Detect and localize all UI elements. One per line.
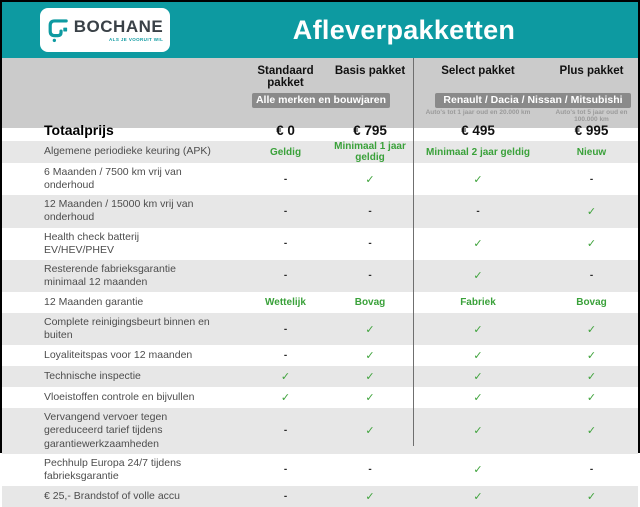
cell-standaard: ✓ — [280, 392, 291, 405]
total-price-row — [2, 122, 638, 138]
bochane-logo — [40, 8, 170, 52]
cell-basis: ✓ — [365, 371, 375, 384]
cell-plus: ✓ — [586, 350, 597, 363]
cell-standaard: - — [283, 464, 288, 476]
column-header-band — [2, 58, 638, 138]
cell-select: ✓ — [473, 270, 483, 283]
table-row — [2, 345, 638, 366]
cell-plus: - — [589, 270, 594, 282]
cell-plus: Nieuw — [576, 146, 607, 158]
cell-plus: ✓ — [586, 490, 597, 503]
cell-basis: ✓ — [365, 323, 375, 336]
feature-table — [2, 141, 638, 507]
plus-pakket-subtitle: Auto's tot 5 jaar oud en 100.000 km — [555, 109, 628, 123]
cell-standaard: ✓ — [280, 371, 291, 384]
cell-plus: ✓ — [586, 238, 597, 251]
feature-label: 12 Maanden / 15000 km vrij van onderhoud — [44, 198, 194, 224]
cell-standaard: - — [283, 490, 288, 502]
brand-tagline: ALS JE VOORUIT WIL — [109, 37, 164, 42]
feature-label: 6 Maanden / 7500 km vrij van onderhoud — [44, 166, 182, 192]
table-row — [2, 195, 638, 227]
cell-plus: ✓ — [586, 323, 597, 336]
cell-standaard: - — [283, 205, 288, 217]
cell-standaard: - — [283, 238, 288, 250]
brand-name: BOCHANE — [73, 17, 164, 36]
feature-label: Resterende fabrieksgarantie minimaal 12 maanden — [44, 262, 176, 288]
cell-standaard: Wettelijk — [265, 297, 306, 308]
select-pakket-subtitle: Auto's tot 1 jaar oud en 20.000 km — [425, 109, 531, 116]
cell-plus: ✓ — [586, 205, 597, 218]
price-standaard: € 0 — [276, 122, 295, 138]
cell-basis: ✓ — [365, 425, 375, 438]
price-basis: € 795 — [353, 122, 387, 138]
bochane-logo-icon — [47, 17, 70, 44]
cell-select: ✓ — [473, 490, 483, 503]
cell-basis: - — [368, 238, 372, 250]
col-select-pakket: Select pakket — [441, 65, 515, 77]
cell-basis: ✓ — [365, 350, 375, 363]
cell-basis: ✓ — [365, 173, 375, 186]
badge-alle-merken: Alle merken en bouwjaren — [252, 93, 390, 108]
table-row — [2, 141, 638, 163]
table-row — [2, 228, 638, 260]
cell-select: ✓ — [473, 371, 483, 384]
cell-basis: - — [368, 270, 372, 282]
table-row — [2, 366, 638, 387]
brand-badges-row — [2, 93, 638, 108]
table-row — [2, 260, 638, 292]
cell-plus: ✓ — [586, 392, 597, 405]
cell-select: - — [476, 205, 480, 217]
cell-select: ✓ — [473, 238, 483, 251]
table-row — [2, 313, 638, 345]
feature-label: € 25,- Brandstof of volle accu — [44, 489, 180, 502]
cell-standaard: - — [283, 173, 288, 185]
cell-standaard: - — [283, 350, 288, 362]
feature-label: Vervangend vervoer tegen gereduceerd tarief tijdens garantiewerkzaamheden — [44, 411, 168, 450]
cell-select: ✓ — [473, 323, 483, 336]
package-subtitles-row — [2, 109, 638, 121]
cell-select: ✓ — [473, 392, 483, 405]
cell-select: ✓ — [473, 464, 483, 477]
cell-select: Minimaal 2 jaar geldig — [426, 146, 530, 158]
total-price-label: Totaalprijs — [44, 122, 114, 138]
cell-plus: - — [589, 173, 594, 185]
cell-select: ✓ — [473, 425, 483, 438]
cell-standaard: - — [283, 323, 288, 335]
column-group-divider — [413, 58, 414, 446]
feature-label: Pechhulp Europa 24/7 tijdens fabrieksgarantie — [44, 456, 182, 482]
table-row — [2, 486, 638, 507]
cell-plus: - — [589, 464, 594, 476]
feature-label: Health check batterij EV/HEV/PHEV — [44, 230, 140, 256]
cell-basis: Bovag — [354, 297, 386, 308]
feature-label: Technische inspectie — [44, 370, 141, 383]
cell-standaard: - — [283, 270, 288, 282]
package-names-row — [2, 65, 638, 89]
badge-merken-rdnm: Renault / Dacia / Nissan / Mitsubishi — [435, 93, 631, 108]
cell-basis: ✓ — [365, 490, 375, 503]
cell-select: ✓ — [473, 350, 483, 363]
col-basis-pakket: Basis pakket — [334, 65, 406, 77]
cell-basis: Minimaal 1 jaar geldig — [334, 141, 406, 163]
cell-plus: Bovag — [576, 297, 607, 308]
page-title: Afleverpakketten — [292, 14, 516, 45]
cell-basis: ✓ — [365, 392, 375, 405]
feature-label: Algemene periodieke keuring (APK) — [44, 145, 211, 158]
cell-plus: ✓ — [586, 371, 597, 384]
cell-standaard: Geldig — [269, 146, 302, 158]
table-row — [2, 163, 638, 195]
table-row — [2, 292, 638, 313]
cell-select: Fabriek — [460, 297, 496, 308]
feature-label: Complete reinigingsbeurt binnen en buiten — [44, 316, 210, 342]
top-bar — [2, 2, 638, 58]
table-row — [2, 454, 638, 486]
price-plus: € 995 — [574, 122, 609, 138]
cell-basis: - — [368, 464, 372, 476]
cell-basis: - — [368, 205, 372, 217]
table-row — [2, 387, 638, 408]
col-plus-pakket: Plus pakket — [559, 65, 624, 77]
col-standaard-pakket: Standaard pakket — [257, 65, 314, 89]
cell-standaard: - — [283, 425, 288, 437]
cell-plus: ✓ — [586, 425, 597, 438]
feature-label: 12 Maanden garantie — [44, 295, 144, 308]
cell-select: ✓ — [473, 173, 483, 186]
table-row — [2, 408, 638, 453]
price-select: € 495 — [461, 122, 495, 138]
feature-label: Vloeistoffen controle en bijvullen — [44, 391, 195, 404]
feature-label: Loyaliteitspas voor 12 maanden — [44, 349, 193, 362]
